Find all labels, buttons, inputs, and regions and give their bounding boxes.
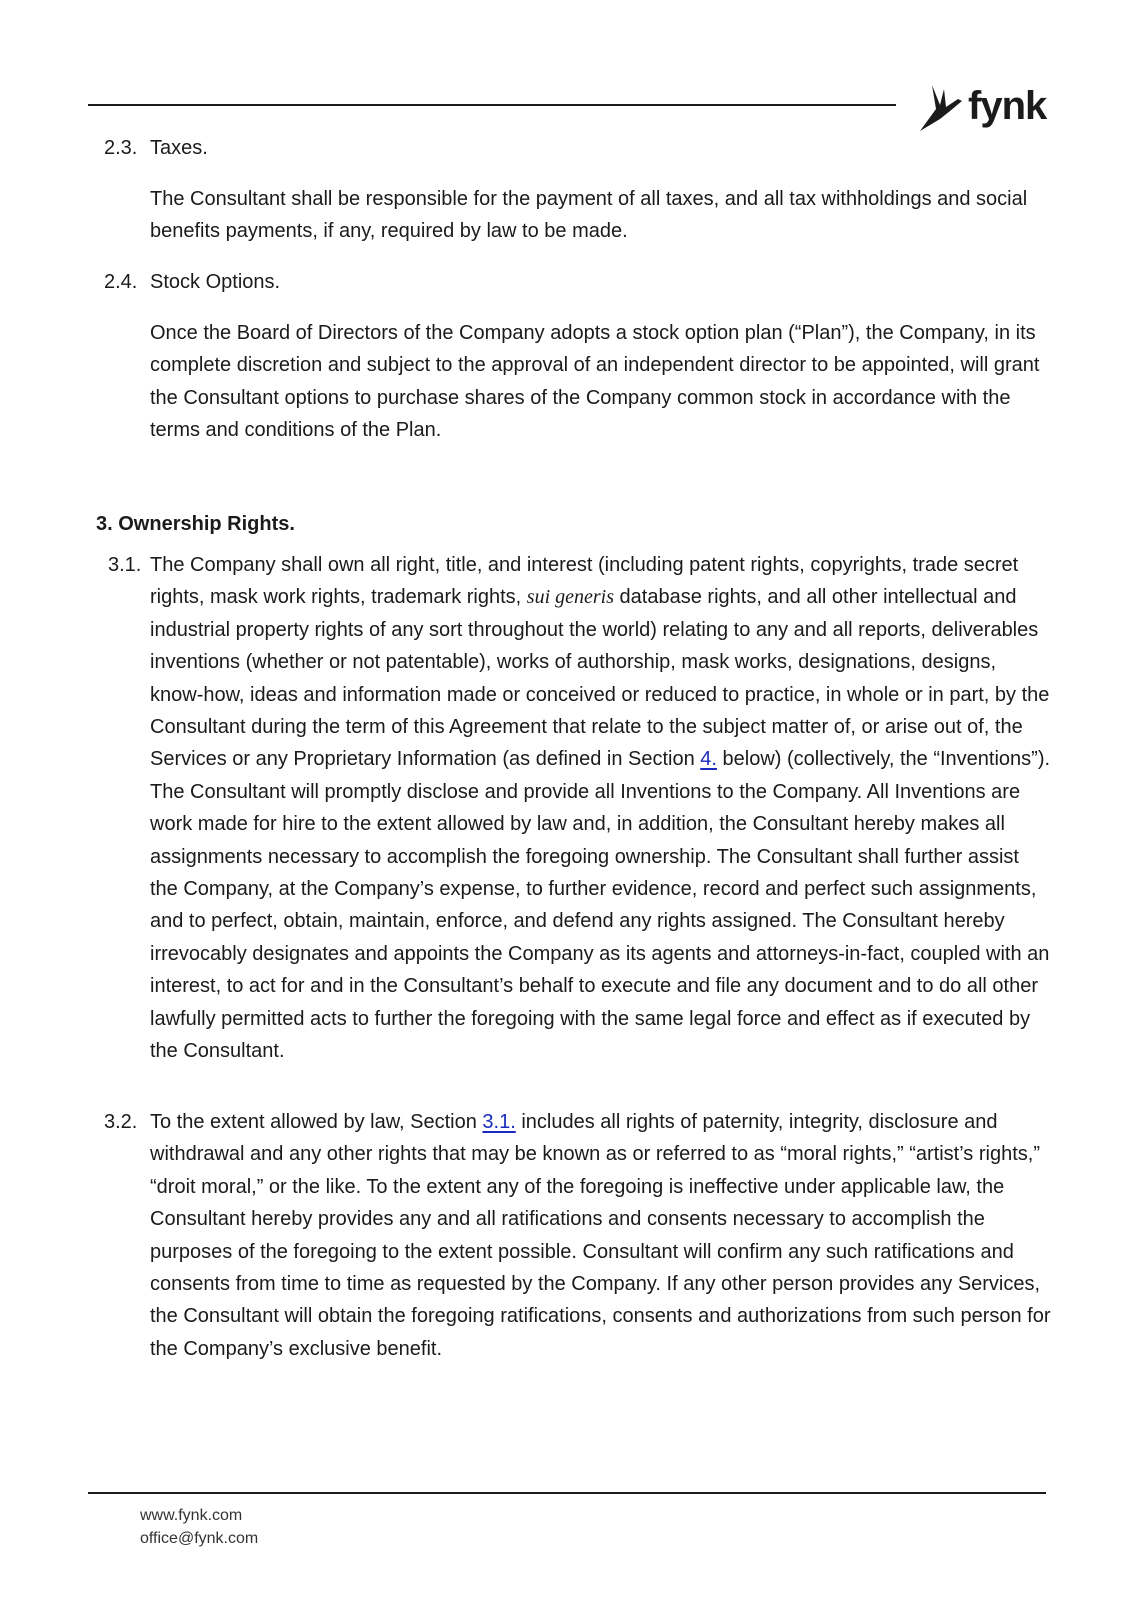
latin-term: sui generis <box>526 586 614 609</box>
clause-text-2-3: The Consultant shall be responsible for the payment of all taxes, and all tax withholdings and social benefits payments, if any, required by law to be made. <box>150 188 1028 243</box>
header-divider <box>88 104 896 106</box>
clause-text-3-1 <box>150 549 1052 1068</box>
clause-number: 2.4. <box>104 271 138 293</box>
footer-website[interactable]: www.fynk.com <box>140 1507 243 1524</box>
clause-heading-2-4 <box>104 268 280 296</box>
clause-number: 3.1. <box>108 554 142 576</box>
section-3-1-link[interactable]: 3.1. <box>482 1111 516 1133</box>
clause-heading-2-3 <box>104 134 208 162</box>
clause-text-part: below) (collectively, the “Inventions”). The Consultant will promptly disclose and provide all Inventions to the Company. All Inventions are work made for hire to the extent allowed by law and, in addition, the Consultant hereby makes all assignments necessary to accomplish the foregoing ownership. The Consultant shall further assist the Company, at the Company’s expense, to further evidence, record and perfect such assignments, and to perfect, obtain, maintain, enforce, and defend any rights assigned. The Consultant hereby irrevocably designates and appoints the Company as its agents and attorneys-in-fact, coupled with an interest, to act for and in the Consultant’s behalf to execute and file any document and to do all other lawfully permitted acts to further the foregoing with the same legal force and effect as if executed by the Consultant. <box>150 748 1051 1063</box>
clause-text-part: The Company shall own all right, title, and interest (including patent rights, copyrights, trade secret rights, mask work rights, trademark rights, <box>150 554 1019 609</box>
clause-title: Stock Options. <box>150 271 281 293</box>
clause-text-part: To the extent allowed by law, Section <box>150 1111 483 1133</box>
logo-text: fynk <box>968 84 1047 128</box>
clause-number: 3.2. <box>104 1111 138 1133</box>
clause-text-part: includes all rights of paternity, integrity, disclosure and withdrawal and any other rights that may be known as or referred to as “moral rights,” “artist’s rights,” “droit moral,” or the like. To the extent any of the foregoing is ineffective under applicable law, the Consultant hereby provides any and all ratifications and consents necessary to accomplish the purposes of the foregoing to the extent possible. Consultant will confirm any such ratifications and consents from time to time as requested by the Company. If any other person provides any Services, the Consultant will obtain the foregoing ratifications, consents and authorizations from such person for the Company’s exclusive benefit. <box>150 1111 1051 1360</box>
footer-divider <box>88 1492 1046 1494</box>
clause-text-2-4: Once the Board of Directors of the Company adopts a stock option plan (“Plan”), the Company, in its complete discretion and subject to the approval of an independent director to be appointed, will grant the Consultant options to purchase shares of the Company common stock in accordance with the terms and conditions of the Plan. <box>150 322 1040 442</box>
clause-number: 2.3. <box>104 137 138 159</box>
footer-email[interactable]: office@fynk.com <box>140 1530 259 1547</box>
company-logo[interactable] <box>918 78 1046 134</box>
clause-3-1 <box>104 549 1052 1068</box>
clause-3-2 <box>104 1106 1052 1365</box>
bird-icon <box>918 79 964 133</box>
clause-text-3-2 <box>150 1106 1052 1365</box>
section-4-link[interactable]: 4. <box>700 748 717 771</box>
clause-title: Taxes. <box>150 137 208 159</box>
clause-text-part: database rights, and all other intellectual and industrial property rights of any sort throughout the world) relating to any and all reports, deliverables inventions (whether or not patentable), works of authorship, mask works, designations, designs, know-how, ideas and information made or conceived or reduced to practice, in whole or in part, by the Consultant during the term of this Agreement that relate to the subject matter of, or arise out of, the Services or any Proprietary Information (as defined in Section <box>150 586 1050 771</box>
section-title-3: 3. Ownership Rights. <box>96 513 295 535</box>
